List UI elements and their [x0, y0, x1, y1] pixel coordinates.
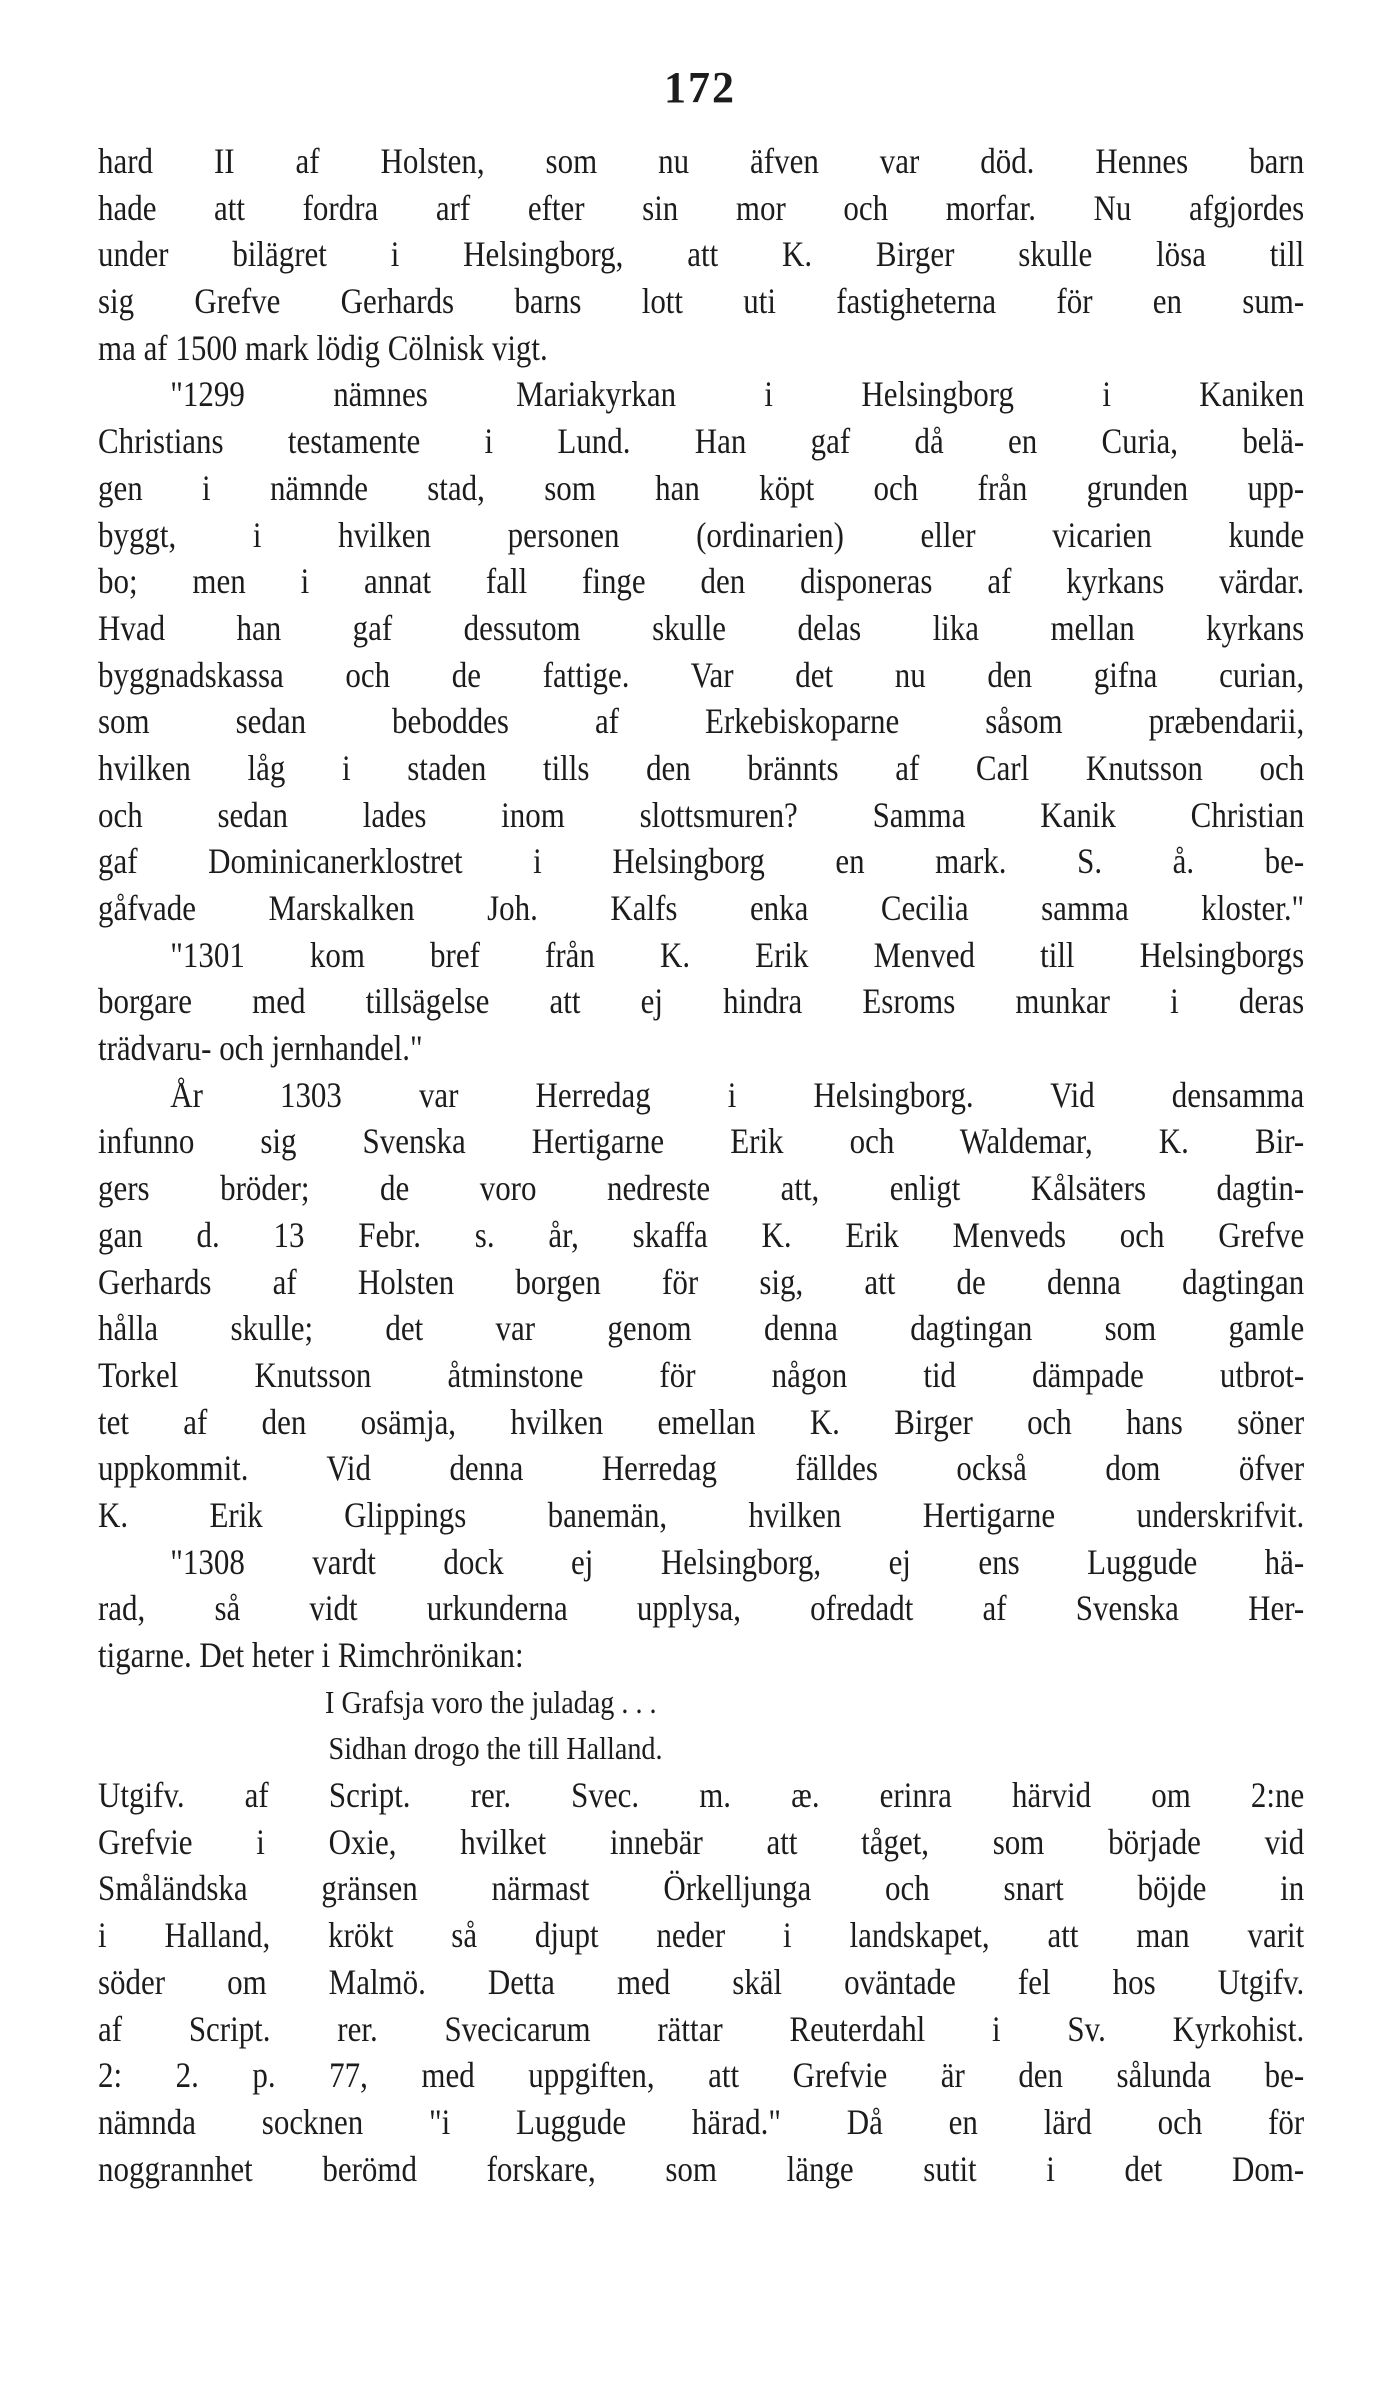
verse-line: Sidhan drogo the till Halland. — [328, 1730, 663, 1767]
text-line: "1299 nämnes Mariakyrkan i Helsingborg i Kaniken — [170, 374, 1305, 415]
text-line: under bilägret i Helsingborg, att K. Birger skulle lösa till — [98, 234, 1305, 275]
text-line: Christians testamente i Lund. Han gaf då en Curia, belä- — [98, 421, 1305, 462]
text-line: tet af den osämja, hvilken emellan K. Birger och hans söner — [98, 1401, 1305, 1442]
text-line: i Halland, krökt så djupt neder i landskapet, att man varit — [98, 1915, 1305, 1956]
text-line: bo; men i annat fall finge den disponeras af kyrkans värdar. — [98, 561, 1305, 602]
text-line: Grefvie i Oxie, hvilket innebär att tåget, som började vid — [98, 1821, 1305, 1862]
text-line: och sedan lades inom slottsmuren? Samma Kanik Christian — [98, 794, 1305, 835]
text-line: byggnadskassa och de fattige. Var det nu den gifna curian, — [98, 654, 1305, 695]
text-line: hade att fordra arf efter sin mor och morfar. Nu afgjordes — [98, 187, 1305, 228]
text-line: borgare med tillsägelse att ej hindra Esroms munkar i deras — [98, 981, 1305, 1022]
text-line: hard II af Holsten, som nu äfven var död. Hennes barn — [98, 141, 1305, 181]
text-line: sig Grefve Gerhards barns lott uti fastigheterna för en sum- — [98, 281, 1305, 322]
text-line: K. Erik Glippings banemän, hvilken Hertigarne underskrifvit. — [98, 1494, 1305, 1535]
text-line: gåfvade Marskalken Joh. Kalfs enka Cecilia samma kloster." — [98, 888, 1305, 928]
text-line: gen i nämnde stad, som han köpt och från grunden upp- — [98, 467, 1305, 508]
text-line: noggrannhet berömd forskare, som länge sutit i det Dom- — [98, 2148, 1305, 2189]
text-line: gaf Dominicanerklostret i Helsingborg en mark. S. å. be- — [98, 841, 1305, 882]
text-line: ma af 1500 mark lödig Cölnisk vigt. — [98, 327, 548, 368]
text-line: hålla skulle; det var genom denna dagtingan som gamle — [98, 1308, 1305, 1349]
body-text — [98, 138, 1304, 2192]
page-number: 172 — [664, 63, 736, 112]
text-line: Gerhards af Holsten borgen för sig, att de denna dagtingan — [98, 1261, 1305, 1302]
verse-line: I Grafsja voro the juladag . . . — [325, 1683, 657, 1720]
text-line: nämnda socknen "i Luggude härad." Då en lärd och för — [98, 2101, 1305, 2142]
text-line: Utgifv. af Script. rer. Svec. m. æ. erinra härvid om 2:ne — [98, 1775, 1305, 1816]
text-line: af Script. rer. Svecicarum rättar Reuterdahl i Sv. Kyrkohist. — [98, 2008, 1305, 2049]
text-line: byggt, i hvilken personen (ordinarien) eller vicarien kunde — [98, 514, 1305, 555]
text-line: gan d. 13 Febr. s. år, skaffa K. Erik Menveds och Grefve — [98, 1214, 1305, 1255]
text-line: Småländska gränsen närmast Örkelljunga och snart böjde in — [98, 1868, 1305, 1909]
text-line: söder om Malmö. Detta med skäl oväntade fel hos Utgifv. — [98, 1961, 1305, 2002]
text-line: År 1303 var Herredag i Helsingborg. Vid densamma — [170, 1074, 1305, 1115]
text-line: trädvaru- och jernhandel." — [98, 1028, 423, 1069]
text-line: "1301 kom bref från K. Erik Menved till Helsingborgs — [170, 934, 1305, 975]
text-line: "1308 vardt dock ej Helsingborg, ej ens Luggude hä- — [170, 1541, 1305, 1582]
text-line: som sedan beboddes af Erkebiskoparne såsom præbendarii, — [98, 701, 1305, 742]
text-line: gers bröder; de voro nedreste att, enligt Kålsäters dagtin- — [98, 1168, 1305, 1209]
text-line: hvilken låg i staden tills den brännts af Carl Knutsson och — [98, 747, 1305, 788]
text-line: Torkel Knutsson åtminstone för någon tid dämpade utbrot- — [98, 1354, 1305, 1395]
text-line: rad, så vidt urkunderna upplysa, ofredadt af Svenska Her- — [98, 1588, 1305, 1629]
text-line: tigarne. Det heter i Rimchrönikan: — [98, 1635, 524, 1675]
text-line: uppkommit. Vid denna Herredag fälldes också dom öfver — [98, 1448, 1305, 1489]
text-line: infunno sig Svenska Hertigarne Erik och Waldemar, K. Bir- — [98, 1121, 1305, 1162]
text-line: Hvad han gaf dessutom skulle delas lika mellan kyrkans — [98, 607, 1305, 648]
text-line: 2: 2. p. 77, med uppgiften, att Grefvie är den sålunda be- — [98, 2055, 1305, 2096]
